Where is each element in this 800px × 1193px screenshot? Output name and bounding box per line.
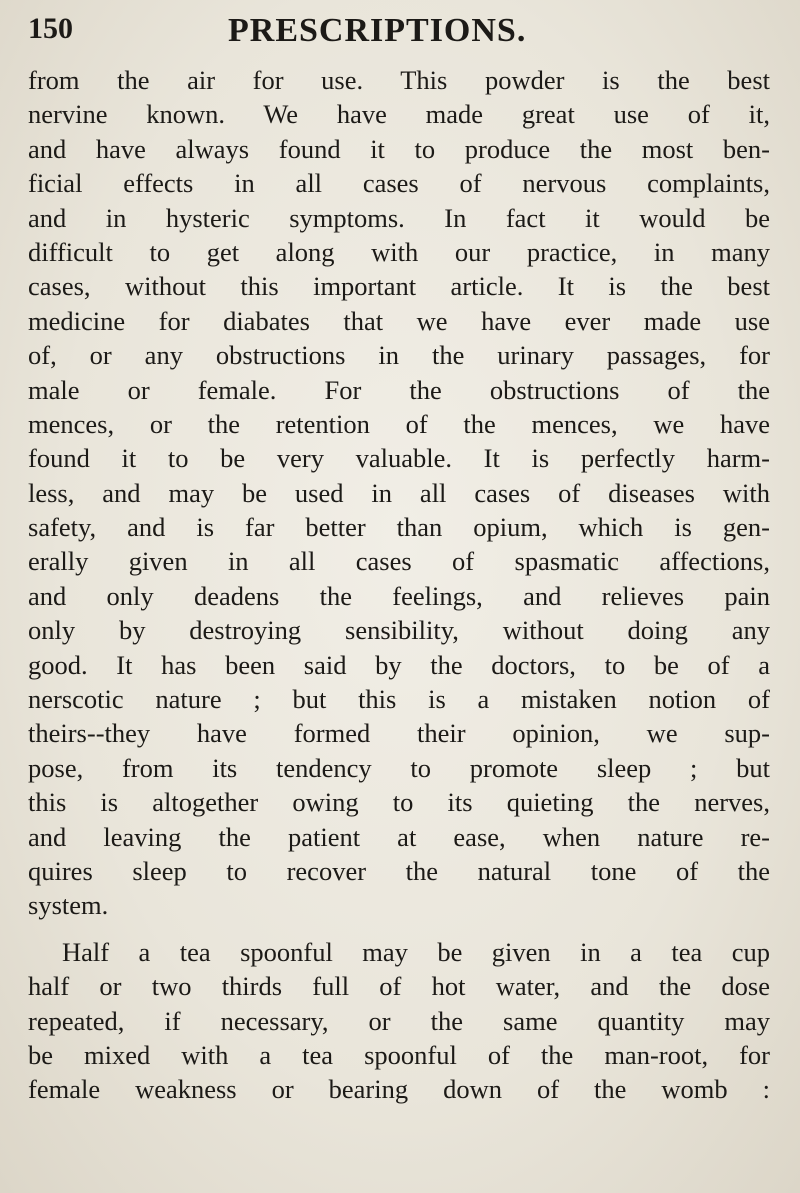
text-line: medicine for diabates that we have ever made use bbox=[28, 305, 770, 336]
text-line: only by destroying sensibility, without doing any bbox=[28, 615, 770, 646]
body-text bbox=[28, 63, 770, 1107]
text-line: Half a tea spoonful may be given in a tea cup bbox=[62, 936, 770, 967]
text-line: be mixed with a tea spoonful of the man-root, for bbox=[28, 1039, 770, 1070]
text-line: pose, from its tendency to promote sleep ; but bbox=[28, 752, 770, 783]
text-line: male or female. For the obstructions of the bbox=[28, 374, 770, 405]
text-line: ficial effects in all cases of nervous complaints, bbox=[28, 168, 770, 199]
text-line: difficult to get along with our practice, in many bbox=[28, 236, 770, 267]
running-head: PRESCRIPTIONS. bbox=[228, 12, 527, 49]
paragraph-gap bbox=[28, 923, 770, 935]
page-number: 150 bbox=[28, 12, 73, 45]
page-header bbox=[28, 12, 772, 54]
text-line: half or two thirds full of hot water, and the dose bbox=[28, 971, 770, 1002]
text-line: female weakness or bearing down of the womb : bbox=[28, 1074, 770, 1105]
text-line: erally given in all cases of spasmatic affections, bbox=[28, 546, 770, 577]
text-line: from the air for use. This powder is the best bbox=[28, 65, 770, 95]
text-line: and have always found it to produce the most ben- bbox=[28, 133, 770, 164]
text-line: repeated, if necessary, or the same quantity may bbox=[28, 1005, 770, 1036]
paragraph-2 bbox=[28, 935, 770, 1107]
text-line: and leaving the patient at ease, when nature re- bbox=[28, 821, 770, 852]
text-line: of, or any obstructions in the urinary passages, for bbox=[28, 340, 770, 371]
text-line: safety, and is far better than opium, which is gen- bbox=[28, 512, 770, 543]
text-line: quires sleep to recover the natural tone of the bbox=[28, 855, 770, 886]
text-line: found it to be very valuable. It is perfectly harm- bbox=[28, 443, 770, 474]
text-line: system. bbox=[28, 890, 109, 921]
text-line: theirs--they have formed their opinion, we sup- bbox=[28, 718, 770, 749]
text-line: and only deadens the feelings, and relieves pain bbox=[28, 580, 770, 611]
paragraph-1 bbox=[28, 63, 770, 923]
text-line: nervine known. We have made great use of it, bbox=[28, 99, 770, 130]
text-line: mences, or the retention of the mences, we have bbox=[28, 408, 770, 439]
text-line: and in hysteric symptoms. In fact it would be bbox=[28, 202, 770, 233]
text-line: this is altogether owing to its quieting the nerves, bbox=[28, 787, 770, 818]
text-line: good. It has been said by the doctors, to be of a bbox=[28, 649, 770, 680]
text-line: less, and may be used in all cases of diseases with bbox=[28, 477, 770, 508]
text-line: nerscotic nature ; but this is a mistaken notion of bbox=[28, 684, 770, 715]
text-line: cases, without this important article. It is the best bbox=[28, 271, 770, 302]
